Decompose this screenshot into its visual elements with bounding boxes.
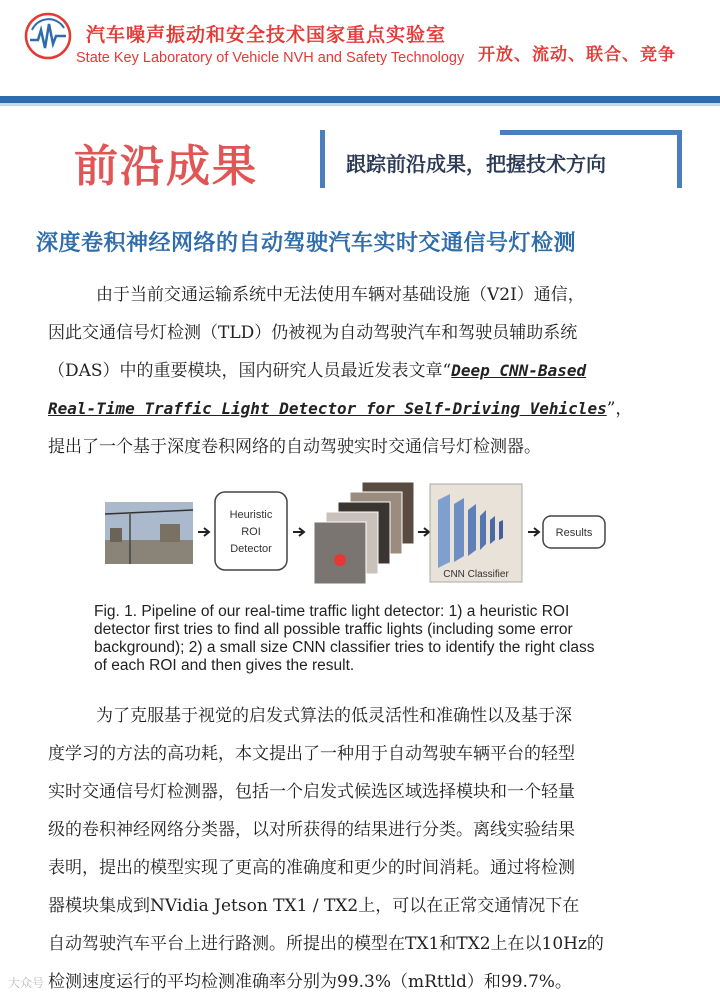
figure-caption-line: Fig. 1. Pipeline of our real-time traffic light detector: 1) a heuristic ROI (94, 603, 570, 620)
para1-line: 提出了一个基于深度卷积网络的自动驾驶实时交通信号灯检测器。 (48, 437, 541, 457)
results-box (543, 516, 605, 548)
para1-text: ”， (606, 399, 633, 419)
cnn-classifier-box (430, 484, 522, 582)
figure-caption-line: background); 2) a small size CNN classifier tries to identify the right class (94, 639, 595, 656)
header-divider-light (0, 103, 720, 106)
page-header (0, 0, 720, 92)
para1-line: 因此交通信号灯检测（TLD）仍被视为自动驾驶汽车和驾驶员辅助系统 (48, 323, 578, 343)
para2-line: 检测速度运行的平均检测准确率分别为99.3%（mRttld）和99.7%。 (48, 972, 572, 992)
para2-line: 器模块集成到NVidia Jetson TX1 / TX2上，可以在正常交通情况下在 (48, 896, 580, 916)
para2-line: 级的卷积神经网络分类器，以对所获得的结果进行分类。离线实验结果 (48, 820, 575, 840)
para2-line: 度学习的方法的高功耗，本文提出了一种用于自动驾驶车辆平台的轻型 (48, 744, 575, 764)
roi-label-2: ROI (241, 526, 261, 538)
paper-reference-link[interactable]: Deep CNN-Based (451, 361, 587, 380)
lab-slogan: 开放、流动、联合、竞争 (478, 45, 676, 65)
arrow-icon (293, 528, 304, 536)
roi-label-3: Detector (230, 543, 272, 555)
para1-line (48, 398, 632, 420)
section-tagline: 跟踪前沿成果，把握技术方向 (346, 152, 606, 176)
roi-detector-box (215, 492, 287, 570)
header-divider (0, 96, 720, 103)
lab-name-cn: 汽车噪声振动和安全技术国家重点实验室 (86, 24, 447, 46)
arrow-icon (418, 528, 429, 536)
article-title: 深度卷积神经网络的自动驾驶汽车实时交通信号灯检测 (36, 231, 577, 256)
para1-line (48, 360, 586, 382)
para2-line: 实时交通信号灯检测器，包括一个启发式候选区域选择模块和一个轻量 (48, 782, 575, 802)
roi-crops-stack (314, 482, 414, 584)
cnn-label: CNN Classifier (443, 569, 509, 580)
watermark: 大众号 (8, 976, 45, 990)
roi-label-1: Heuristic (229, 509, 273, 521)
street-photo (105, 502, 193, 564)
figure-caption-line: detector first tries to find all possible traffic lights (including some error (94, 621, 573, 638)
figure-caption-line: of each ROI and then gives the result. (94, 657, 355, 674)
results-label: Results (555, 527, 593, 539)
arrow-icon (528, 528, 539, 536)
para2-line: 表明，提出的模型实现了更高的准确度和更少的时间消耗。通过将检测 (48, 858, 575, 878)
arrow-icon (198, 528, 209, 536)
para2-line: 自动驾驶汽车平台上进行路测。所提出的模型在TX1和TX2上在以10Hz的 (48, 934, 604, 954)
section-title: 前沿成果 (74, 141, 258, 192)
paper-reference-link[interactable]: Real-Time Traffic Light Detector for Self-Driving Vehicles (48, 399, 607, 418)
para1-line: 由于当前交通运输系统中无法使用车辆对基础设施（V2I）通信， (96, 285, 585, 305)
lab-logo-icon (24, 12, 72, 60)
lab-name-en: State Key Laboratory of Vehicle NVH and Safety Technology (76, 50, 465, 66)
pipeline-figure (100, 480, 620, 590)
para1-text: （DAS）中的重要模块，国内研究人员最近发表文章“ (48, 361, 452, 381)
para2-line: 为了克服基于视觉的启发式算法的低灵活性和准确性以及基于深 (96, 706, 572, 726)
